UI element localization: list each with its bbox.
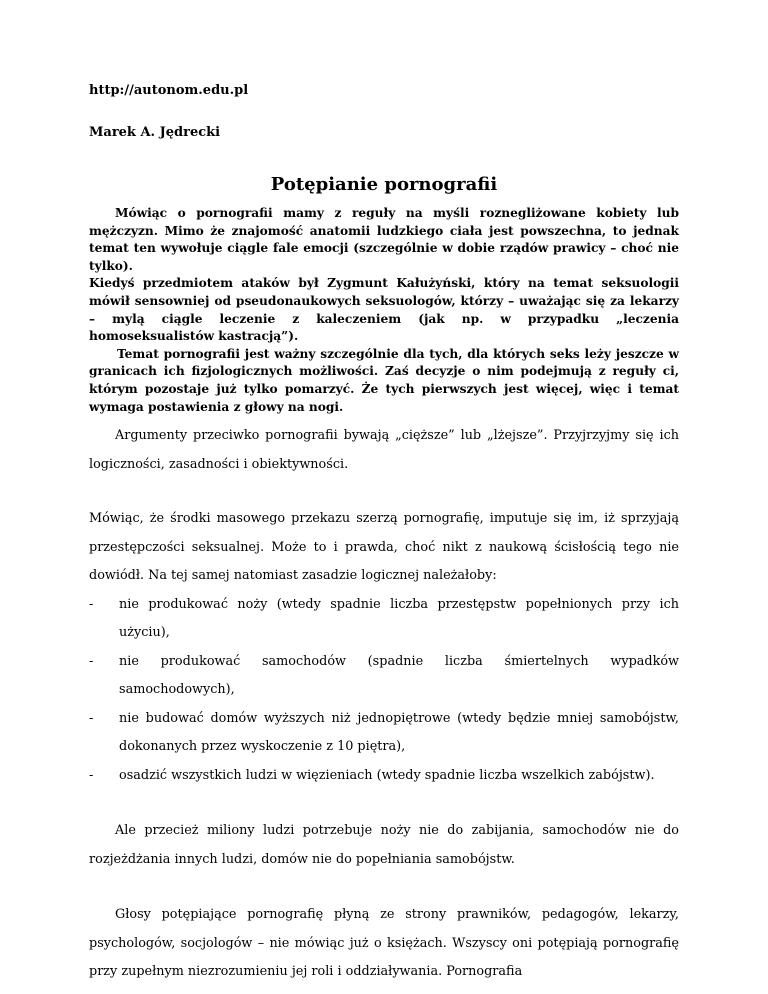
author-name: Marek A. Jędrecki: [89, 125, 221, 140]
list-item: [89, 705, 679, 762]
lead-paragraph-2: Kiedyś przedmiotem ataków był Zygmunt Kałużyński, który na temat seksuologii mówił sensowniej od pseudonaukowych seksuologów, którzy – uważając się za lekarzy – mylą ciągle leczenie z kaleczeniem (jak np. w przypadku „leczenia homoseksualistów kastracją”).: [89, 276, 679, 344]
body-section: [89, 422, 679, 987]
list-item-text: nie produkować noży (wtedy spadnie liczba przestępstw popełnionych przy ich użyciu),: [119, 596, 679, 641]
list-dash: -: [89, 767, 94, 783]
body-paragraph-3: Ale przecież miliony ludzi potrzebuje noży nie do zabijania, samochodów nie do rozjeżdżania innych ludzi, domów nie do popełniania samobójstw.: [89, 823, 679, 867]
list-item-text: nie produkować samochodów (spadnie liczba śmiertelnych wypadków samochodowych),: [119, 653, 679, 698]
article-title: Potępianie pornografii: [270, 174, 498, 195]
list-item: [89, 762, 679, 791]
page-content: [89, 83, 679, 987]
list-item-text: nie budować domów wyższych niż jednopiętrowe (wtedy będzie mniej samobójstw, dokonanych przez wyskoczenie z 10 piętra),: [119, 710, 679, 755]
lead-section: [89, 205, 679, 416]
list-dash: -: [89, 653, 94, 669]
body-paragraph-4: Głosy potępiające pornografię płyną ze strony prawników, pedagogów, lekarzy, psychologów, socjologów – nie mówiąc już o księżach. Wszyscy oni potępiają pornografię przy zupełnym niezrozumieniu jej roli i oddziaływania. Pornografia: [89, 907, 679, 980]
list-item: [89, 648, 679, 705]
list-item-text: osadzić wszystkich ludzi w więzieniach (wtedy spadnie liczba wszelkich zabójstw).: [119, 767, 655, 783]
lead-paragraph-1: Mówiąc o pornografii mamy z reguły na myśli roznegliżowane kobiety lub mężczyzn. Mimo że znajomość anatomii ludzkiego ciała jest powszechna, to jednak temat ten wywołuje ciągle fale emocji (szczególnie w dobie rządów prawicy – choć nie tylko).: [89, 206, 679, 273]
body-paragraph-1: Argumenty przeciwko pornografii bywają „cięższe” lub „lżejsze”. Przyjrzyjmy się ich logiczności, zasadności i obiektywności.: [89, 428, 679, 472]
argument-list: [89, 591, 679, 791]
lead-paragraph-3: Temat pornografii jest ważny szczególnie dla tych, dla których seks leży jeszcze w granicach ich fizjologicznych możliwości. Zaś decyzje o nim podejmują z reguły ci, którym pozostaje już tylko pomarzyć. Że tych pierwszych jest więcej, więc i temat wymaga postawienia z głowy na nogi.: [89, 346, 679, 414]
list-dash: -: [89, 710, 94, 726]
source-url[interactable]: http://autonom.edu.pl: [89, 83, 249, 98]
body-paragraph-2: Mówiąc, że środki masowego przekazu szerzą pornografię, imputuje się im, iż sprzyjają przestępczości seksualnej. Może to i prawda, choć nikt z naukową ścisłością tego nie dowiódł. Na tej samej natomiast zasadzie logicznej należałoby:: [89, 511, 679, 584]
list-dash: -: [89, 596, 94, 612]
list-item: [89, 591, 679, 648]
